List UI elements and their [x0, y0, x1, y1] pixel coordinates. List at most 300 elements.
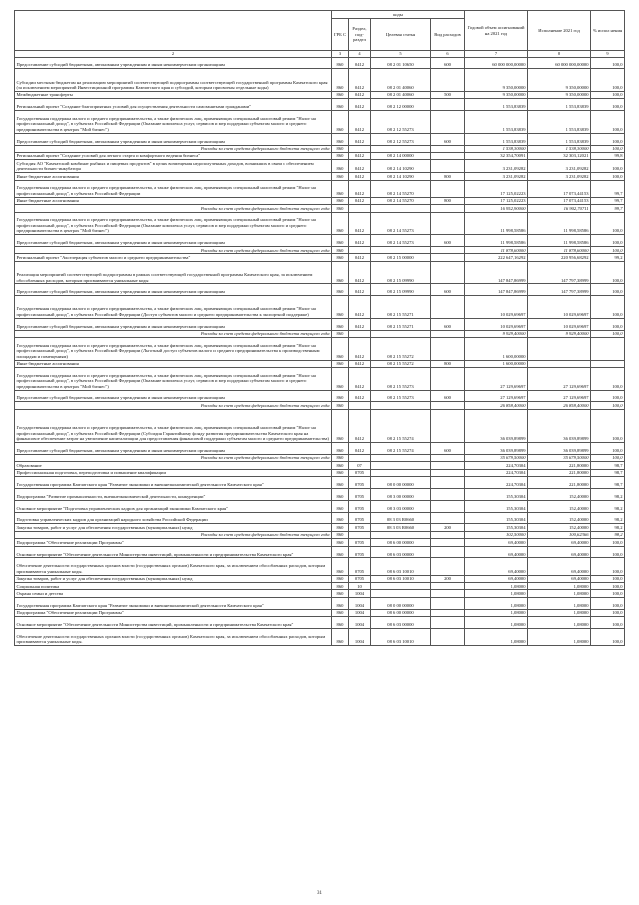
- row-fact-cell: 27 129,69697: [528, 368, 591, 391]
- header-target: Целевая статья: [371, 19, 431, 51]
- row-target-cell: 08 2 15 55272: [371, 360, 431, 367]
- row-expense-type-cell: [431, 489, 465, 501]
- table-row: [15, 558, 625, 575]
- row-grbs-cell: 860: [332, 261, 349, 284]
- row-target-cell: 08 3 03 R0660: [371, 512, 431, 524]
- row-grbs-cell: 860: [332, 575, 349, 582]
- row-grbs-cell: 860: [332, 205, 349, 212]
- row-plan-cell: 1 600,00000: [465, 338, 528, 361]
- row-plan-cell: 69,40000: [465, 539, 528, 546]
- table-row: [15, 469, 625, 476]
- row-section-cell: 0412: [349, 261, 371, 284]
- row-grbs-cell: 860: [332, 390, 349, 402]
- table-row: [15, 477, 625, 489]
- row-expense-type-cell: [431, 338, 465, 361]
- row-expense-type-cell: 600: [431, 133, 465, 145]
- row-name-cell: Государственная программа Камчатского края "Развитие экономики и внешнеэкономической деятельности Камчатского края": [15, 597, 332, 609]
- row-plan-cell: 26 858,40000: [465, 402, 528, 409]
- row-section-cell: 0705: [349, 558, 371, 575]
- row-name-cell: Расходы за счет средств федерального бюджета текущего года: [15, 247, 332, 254]
- row-grbs-cell: 860: [332, 512, 349, 524]
- row-fact-cell: 17 073,44153: [528, 197, 591, 204]
- header-percent: % испол нения: [591, 11, 625, 51]
- row-expense-type-cell: 200: [431, 524, 465, 531]
- row-grbs-cell: 860: [332, 489, 349, 501]
- table-row: [15, 512, 625, 524]
- row-percent-cell: 100,0: [591, 402, 625, 409]
- row-grbs-cell: 860: [332, 531, 349, 538]
- col-number: 7: [465, 51, 528, 58]
- row-section-cell: 0412: [349, 368, 371, 391]
- table-row: [15, 235, 625, 247]
- row-plan-cell: 9 350,00000: [465, 91, 528, 98]
- row-plan-cell: 224,70304: [465, 469, 528, 476]
- row-fact-cell: 10 029,69697: [528, 318, 591, 330]
- row-section-cell: 0705: [349, 477, 371, 489]
- table-row: [15, 180, 625, 197]
- row-target-cell: [371, 330, 431, 337]
- row-percent-cell: 100,0: [591, 173, 625, 180]
- table-body: [15, 57, 625, 645]
- row-expense-type-cell: [431, 628, 465, 645]
- table-row: [15, 318, 625, 330]
- row-percent-cell: 100,0: [591, 99, 625, 111]
- row-target-cell: 08 2 15 09990: [371, 284, 431, 296]
- row-grbs-cell: 860: [332, 330, 349, 337]
- row-target-cell: [371, 469, 431, 476]
- row-fact-cell: 1,08000: [528, 628, 591, 645]
- row-section-cell: 0412: [349, 111, 371, 134]
- table-row: [15, 524, 625, 531]
- row-fact-cell: 1 538,30000: [528, 145, 591, 152]
- row-grbs-cell: 860: [332, 628, 349, 645]
- row-fact-cell: 69,40000: [528, 558, 591, 575]
- row-section-cell: 0412: [349, 180, 371, 197]
- row-grbs-cell: 860: [332, 462, 349, 469]
- row-percent-cell: 98,2: [591, 500, 625, 512]
- row-expense-type-cell: [431, 500, 465, 512]
- row-target-cell: 08 6 00 00000: [371, 539, 431, 546]
- row-target-cell: 08 2 01 40060: [371, 91, 431, 98]
- table-row: [15, 111, 625, 134]
- row-section-cell: 0412: [349, 197, 371, 204]
- row-plan-cell: 1,08000: [465, 617, 528, 629]
- row-expense-type-cell: 800: [431, 197, 465, 204]
- row-plan-cell: 155,30304: [465, 512, 528, 524]
- row-grbs-cell: 860: [332, 500, 349, 512]
- federal-budget-row: [15, 145, 625, 152]
- row-target-cell: 08 3 03 00000: [371, 500, 431, 512]
- row-name-cell: Профессиональная подготовка, переподготовка и повышение квалификации: [15, 469, 332, 476]
- row-section-cell: 0412: [349, 390, 371, 402]
- table-row: [15, 597, 625, 609]
- row-fact-cell: 3 231,09282: [528, 173, 591, 180]
- row-plan-cell: 11 998,58586: [465, 235, 528, 247]
- row-target-cell: [371, 402, 431, 409]
- row-percent-cell: 98,7: [591, 469, 625, 476]
- row-grbs-cell: 860: [332, 590, 349, 597]
- row-name-cell: Основное мероприятие "Подготовка управленческих кадров для организаций экономики Камчатского края": [15, 500, 332, 512]
- row-target-cell: [371, 145, 431, 152]
- row-name-cell: Предоставление субсидий бюджетным, автономным учреждениям и иным некоммерческим организациям: [15, 133, 332, 145]
- row-fact-cell: 69,40000: [528, 575, 591, 582]
- row-grbs-cell: 860: [332, 247, 349, 254]
- row-fact-cell: 152,40000: [528, 524, 591, 531]
- row-expense-type-cell: 500: [431, 91, 465, 98]
- row-target-cell: [371, 247, 431, 254]
- row-name-cell: Региональный проект "Создание благоприятных условий для осуществления деятельности самозанятыми гражданами": [15, 99, 332, 111]
- col-number: 9: [591, 51, 625, 58]
- row-name-cell: Государственная поддержка малого и среднего предпринимательства, а также физических лиц, применяющих специальный налоговый режим "Налог на профессиональный доход", в субъектах Российской Федерации (Льготный доступ субъектов малого и среднего предпринимательства к производственным площадям и помещениям): [15, 338, 332, 361]
- row-fact-cell: 11 998,58586: [528, 235, 591, 247]
- row-percent-cell: [591, 360, 625, 367]
- row-name-cell: Предоставление субсидий бюджетным, автономным учреждениям и иным некоммерческим организациям: [15, 284, 332, 296]
- table-row: [15, 160, 625, 173]
- federal-budget-row: [15, 531, 625, 538]
- row-section-cell: 0705: [349, 524, 371, 531]
- header-execution: Исполнение 2021 год: [528, 11, 591, 51]
- row-percent-cell: 100,0: [591, 57, 625, 69]
- row-grbs-cell: 860: [332, 583, 349, 590]
- row-expense-type-cell: [431, 539, 465, 546]
- table-row: [15, 69, 625, 92]
- table-row: [15, 197, 625, 204]
- row-fact-cell: 147 797,38999: [528, 261, 591, 284]
- row-name-cell: Региональный проект "Создание условий для легкого старта и комфортного ведения бизнеса": [15, 152, 332, 159]
- row-plan-cell: 27 129,69697: [465, 390, 528, 402]
- row-expense-type-cell: [431, 111, 465, 134]
- row-name-cell: Основное мероприятие "Обеспечение деятельности Министерства инвестиций, промышленности и предпринимательства Камчатского края": [15, 617, 332, 629]
- row-grbs-cell: 860: [332, 617, 349, 629]
- col-number: 6: [431, 51, 465, 58]
- row-name-cell: Образование: [15, 462, 332, 469]
- row-fact-cell: 35 679,50000: [528, 454, 591, 461]
- row-grbs-cell: 860: [332, 402, 349, 409]
- row-plan-cell: 3 231,09282: [465, 160, 528, 173]
- row-name-cell: Предоставление субсидий бюджетным, автономным учреждениям и иным некоммерческим организациям: [15, 390, 332, 402]
- row-section-cell: [349, 402, 371, 409]
- budget-execution-sheet: [14, 10, 624, 646]
- row-percent-cell: 98,2: [591, 489, 625, 501]
- row-percent-cell: 98,2: [591, 512, 625, 524]
- row-plan-cell: 1,08000: [465, 583, 528, 590]
- row-name-cell: Предоставление субсидий бюджетным, автономным учреждениям и иным некоммерческим организациям: [15, 443, 332, 455]
- row-name-cell: Иные бюджетные ассигнования: [15, 197, 332, 204]
- row-grbs-cell: 860: [332, 477, 349, 489]
- row-grbs-cell: 860: [332, 360, 349, 367]
- row-fact-cell: 16 902,70711: [528, 205, 591, 212]
- row-name-cell: Подпрограмма "Обеспечение реализации Программы": [15, 539, 332, 546]
- table-row: [15, 409, 625, 442]
- header-expense-type: Вид расходов: [431, 19, 465, 51]
- row-expense-type-cell: [431, 261, 465, 284]
- row-name-cell: Субсидия АО "Камчатский комбинат рыбных и пищевых продуктов" в целях возмещения недополученных доходов, возникших в связи с обеспечением деятельности бизнес-инкубатора: [15, 160, 332, 173]
- row-fact-cell: 11 878,60000: [528, 247, 591, 254]
- row-percent-cell: 100,0: [591, 111, 625, 134]
- row-target-cell: [371, 583, 431, 590]
- row-expense-type-cell: [431, 402, 465, 409]
- federal-budget-row: [15, 330, 625, 337]
- row-grbs-cell: 860: [332, 368, 349, 391]
- row-fact-cell: 221,80000: [528, 462, 591, 469]
- row-name-cell: Закупка товаров, работ и услуг для обеспечения государственных (муниципальных) нужд: [15, 575, 332, 582]
- row-plan-cell: 69,40000: [465, 575, 528, 582]
- row-name-cell: Подпрограмма "Развитие промышленности, внешнеэкономической деятельности, конкуренции": [15, 489, 332, 501]
- row-name-cell: Государственная поддержка малого и среднего предпринимательства, а также физических лиц, применяющих специальный налоговый режим "Налог на профессиональный доход", в субъектах Российской Федерации: [15, 180, 332, 197]
- row-percent-cell: [591, 338, 625, 361]
- table-row: [15, 609, 625, 616]
- header-name-column: [15, 11, 332, 51]
- row-plan-cell: 11 998,58586: [465, 212, 528, 235]
- row-target-cell: 08 2 15 55274: [371, 443, 431, 455]
- budget-table: [14, 10, 625, 646]
- table-row: [15, 212, 625, 235]
- row-name-cell: Межбюджетные трансферты: [15, 91, 332, 98]
- table-row: [15, 500, 625, 512]
- col-number: 5: [371, 51, 431, 58]
- row-percent-cell: 98,2: [591, 524, 625, 531]
- row-section-cell: 0412: [349, 57, 371, 69]
- row-expense-type-cell: [431, 152, 465, 159]
- row-section-cell: 0412: [349, 318, 371, 330]
- row-grbs-cell: 860: [332, 173, 349, 180]
- row-fact-cell: 36 039,89899: [528, 409, 591, 442]
- row-name-cell: Иные бюджетные ассигнования: [15, 360, 332, 367]
- table-row: [15, 152, 625, 159]
- row-expense-type-cell: [431, 531, 465, 538]
- row-expense-type-cell: [431, 330, 465, 337]
- table-row: [15, 443, 625, 455]
- row-target-cell: 08 2 14 55270: [371, 180, 431, 197]
- row-fact-cell: 152,40000: [528, 489, 591, 501]
- table-row: [15, 590, 625, 597]
- row-target-cell: 08 2 14 55273: [371, 212, 431, 235]
- row-percent-cell: 100,0: [591, 318, 625, 330]
- row-fact-cell: 152,40000: [528, 512, 591, 524]
- row-plan-cell: 222 647,16292: [465, 254, 528, 261]
- row-grbs-cell: 860: [332, 212, 349, 235]
- row-expense-type-cell: 600: [431, 390, 465, 402]
- federal-budget-row: [15, 454, 625, 461]
- table-row: [15, 390, 625, 402]
- row-name-cell: Предоставление субсидий бюджетным, автономным учреждениям и иным некоммерческим организациям: [15, 235, 332, 247]
- row-percent-cell: 100,0: [591, 583, 625, 590]
- row-section-cell: 0412: [349, 99, 371, 111]
- row-plan-cell: 1,08000: [465, 628, 528, 645]
- col-number: 8: [528, 51, 591, 58]
- header-grbs: ГРБ С: [332, 19, 349, 51]
- row-section-cell: 0412: [349, 160, 371, 173]
- row-name-cell: Расходы за счет средств федерального бюджета текущего года: [15, 145, 332, 152]
- row-plan-cell: 17 125,02223: [465, 180, 528, 197]
- row-plan-cell: 1,08000: [465, 590, 528, 597]
- row-target-cell: 08 2 14 55270: [371, 197, 431, 204]
- row-section-cell: [349, 145, 371, 152]
- row-name-cell: Региональный проект "Акселерация субъектов малого и среднего предпринимательства": [15, 254, 332, 261]
- row-grbs-cell: 860: [332, 524, 349, 531]
- row-fact-cell: 9 350,00000: [528, 69, 591, 92]
- page-number: 31: [317, 891, 322, 896]
- table-row: [15, 489, 625, 501]
- row-grbs-cell: 860: [332, 197, 349, 204]
- row-percent-cell: 99,7: [591, 197, 625, 204]
- row-expense-type-cell: 600: [431, 235, 465, 247]
- federal-budget-row: [15, 247, 625, 254]
- row-expense-type-cell: [431, 477, 465, 489]
- row-fact-cell: 1,08000: [528, 583, 591, 590]
- row-target-cell: 08 0 00 00000: [371, 477, 431, 489]
- row-fact-cell: 221,80000: [528, 477, 591, 489]
- row-plan-cell: 60 000 000,00000: [465, 57, 528, 69]
- row-target-cell: [371, 531, 431, 538]
- row-section-cell: 0705: [349, 546, 371, 558]
- row-percent-cell: 99,7: [591, 205, 625, 212]
- row-expense-type-cell: 200: [431, 575, 465, 582]
- row-target-cell: 08 6 03 00000: [371, 617, 431, 629]
- row-percent-cell: 100,0: [591, 597, 625, 609]
- row-plan-cell: 9 929,40000: [465, 330, 528, 337]
- row-grbs-cell: 860: [332, 597, 349, 609]
- row-section-cell: 07: [349, 462, 371, 469]
- row-target-cell: 08 2 01 10650: [371, 57, 431, 69]
- row-percent-cell: 100,0: [591, 454, 625, 461]
- row-grbs-cell: 860: [332, 235, 349, 247]
- row-target-cell: [371, 205, 431, 212]
- row-expense-type-cell: [431, 617, 465, 629]
- table-row: [15, 254, 625, 261]
- row-grbs-cell: 860: [332, 284, 349, 296]
- row-percent-cell: 100,0: [591, 368, 625, 391]
- row-fact-cell: 27 129,69697: [528, 390, 591, 402]
- row-expense-type-cell: [431, 558, 465, 575]
- row-target-cell: 08 6 00 00000: [371, 609, 431, 616]
- col-number: 2: [15, 51, 332, 58]
- row-fact-cell: 10 029,69697: [528, 296, 591, 319]
- row-plan-cell: 36 039,89899: [465, 409, 528, 442]
- row-grbs-cell: 860: [332, 111, 349, 134]
- row-name-cell: Обеспечение деятельности государственных органов власти (государственных органов) Камчатского края, за исключением обособленных расходов, которым присваиваются уникальные коды.: [15, 628, 332, 645]
- row-target-cell: 08 2 15 55274: [371, 409, 431, 442]
- row-fact-cell: 147 797,38999: [528, 284, 591, 296]
- row-expense-type-cell: 600: [431, 284, 465, 296]
- row-name-cell: Обеспечение деятельности государственных органов власти (государственных органов) Камчатского края, за исключением обособленных расходов, которым присваиваются уникальные коды.: [15, 558, 332, 575]
- row-section-cell: [349, 330, 371, 337]
- row-target-cell: 08 6 03 10010: [371, 628, 431, 645]
- row-name-cell: Подготовка управленческих кадров для организаций народного хозяйства Российской Федерации: [15, 512, 332, 524]
- row-expense-type-cell: [431, 69, 465, 92]
- row-percent-cell: 100,0: [591, 558, 625, 575]
- row-grbs-cell: 860: [332, 180, 349, 197]
- row-section-cell: 0705: [349, 489, 371, 501]
- row-grbs-cell: 860: [332, 133, 349, 145]
- row-section-cell: [349, 531, 371, 538]
- table-row: [15, 360, 625, 367]
- row-expense-type-cell: 600: [431, 318, 465, 330]
- row-fact-cell: 1,08000: [528, 597, 591, 609]
- row-section-cell: 0705: [349, 575, 371, 582]
- row-grbs-cell: 860: [332, 152, 349, 159]
- row-target-cell: 08 2 14 10290: [371, 173, 431, 180]
- row-plan-cell: 36 039,89899: [465, 443, 528, 455]
- row-section-cell: 1004: [349, 597, 371, 609]
- row-expense-type-cell: [431, 546, 465, 558]
- row-fact-cell: 26 858,40000: [528, 402, 591, 409]
- table-row: [15, 261, 625, 284]
- row-expense-type-cell: [431, 409, 465, 442]
- row-plan-cell: 10 029,69697: [465, 296, 528, 319]
- row-grbs-cell: 860: [332, 91, 349, 98]
- row-name-cell: Государственная программа Камчатского края "Развитие экономики и внешнеэкономической деятельности Камчатского края": [15, 477, 332, 489]
- header-annual-volume: Годовой объем ассигнований на 2021 год: [465, 11, 528, 51]
- row-percent-cell: 100,0: [591, 617, 625, 629]
- row-section-cell: 0705: [349, 539, 371, 546]
- row-expense-type-cell: [431, 180, 465, 197]
- row-fact-cell: 1,08000: [528, 617, 591, 629]
- row-grbs-cell: 860: [332, 469, 349, 476]
- row-fact-cell: 3 231,09282: [528, 160, 591, 173]
- row-fact-cell: 1,08000: [528, 590, 591, 597]
- row-plan-cell: 1 553,83839: [465, 99, 528, 111]
- row-grbs-cell: 860: [332, 546, 349, 558]
- row-grbs-cell: 860: [332, 539, 349, 546]
- row-plan-cell: 10 029,69697: [465, 318, 528, 330]
- row-expense-type-cell: [431, 145, 465, 152]
- row-section-cell: 0412: [349, 133, 371, 145]
- row-percent-cell: 100,0: [591, 296, 625, 319]
- row-target-cell: [371, 590, 431, 597]
- row-fact-cell: 1 553,83839: [528, 133, 591, 145]
- table-row: [15, 546, 625, 558]
- row-expense-type-cell: [431, 205, 465, 212]
- row-grbs-cell: 860: [332, 296, 349, 319]
- row-section-cell: [349, 247, 371, 254]
- row-target-cell: 08 2 12 55273: [371, 111, 431, 134]
- row-section-cell: 10: [349, 583, 371, 590]
- table-row: [15, 462, 625, 469]
- row-plan-cell: 102,50000: [465, 531, 528, 538]
- row-plan-cell: 11 878,60000: [465, 247, 528, 254]
- row-expense-type-cell: 600: [431, 443, 465, 455]
- row-section-cell: 0705: [349, 469, 371, 476]
- row-name-cell: Государственная поддержка малого и среднего предпринимательства, а также физических лиц, применяющих специальный налоговый режим "Налог на профессиональный доход", в субъектах Российской Федерации (Оказание комплекса услуг, сервисов и мер поддержки субъектам малого и среднего предпринимательства в центрах "Мой бизнес"): [15, 111, 332, 134]
- row-percent-cell: 100,0: [591, 261, 625, 284]
- row-plan-cell: 32 354,70091: [465, 152, 528, 159]
- row-target-cell: 08 6 03 10010: [371, 575, 431, 582]
- row-target-cell: 08 2 12 55273: [371, 133, 431, 145]
- row-fact-cell: [528, 338, 591, 361]
- row-plan-cell: 3 231,09282: [465, 173, 528, 180]
- row-plan-cell: 1 538,30000: [465, 145, 528, 152]
- row-grbs-cell: 860: [332, 318, 349, 330]
- row-section-cell: [349, 454, 371, 461]
- row-grbs-cell: 860: [332, 99, 349, 111]
- row-section-cell: 0412: [349, 409, 371, 442]
- table-row: [15, 99, 625, 111]
- row-grbs-cell: 860: [332, 443, 349, 455]
- row-fact-cell: 9 350,00000: [528, 91, 591, 98]
- table-row: [15, 133, 625, 145]
- row-expense-type-cell: [431, 160, 465, 173]
- row-plan-cell: 9 350,00000: [465, 69, 528, 92]
- row-fact-cell: 17 073,44153: [528, 180, 591, 197]
- row-percent-cell: 100,0: [591, 628, 625, 645]
- row-percent-cell: 100,0: [591, 575, 625, 582]
- row-grbs-cell: 860: [332, 409, 349, 442]
- row-percent-cell: 100,0: [591, 212, 625, 235]
- table-row: [15, 57, 625, 69]
- row-plan-cell: 155,30304: [465, 489, 528, 501]
- row-name-cell: Подпрограмма "Обеспечение реализации Программы": [15, 609, 332, 616]
